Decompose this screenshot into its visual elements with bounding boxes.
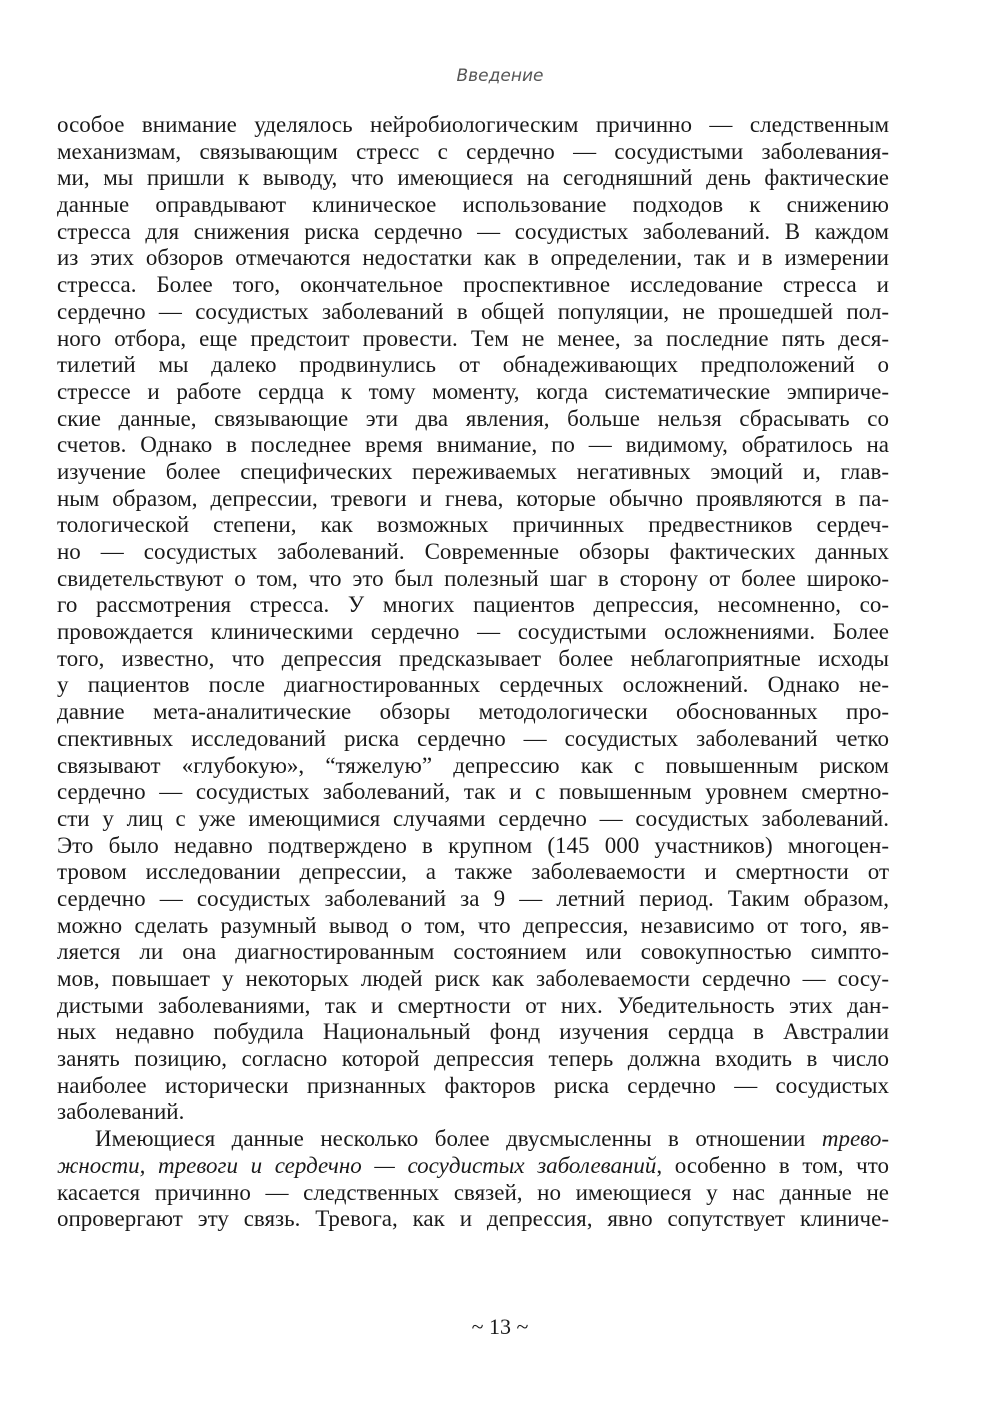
text-line: дистыми заболеваниями, так и смертности от них. Убедительность этих дан- (57, 992, 889, 1018)
text-line: стресса для снижения риска сердечно — сосудистых заболеваний. В каждом (57, 218, 889, 244)
text-line: ми, мы пришли к выводу, что имеющиеся на сегодняшний день фактические (57, 165, 889, 191)
text-line (57, 1153, 889, 1180)
paragraph (57, 1126, 889, 1233)
running-head: Введение (456, 66, 544, 86)
text-line (57, 1126, 889, 1153)
text-line: тилетий мы далеко продвинулись от обнадеживающих предположений о (57, 352, 889, 378)
text-line: провождается клиническими сердечно — сосудистыми осложнениями. Более (57, 619, 889, 645)
text-line: сердечно — сосудистых заболеваний за 9 — летний период. Таким образом, (57, 885, 889, 911)
text-line: занять позицию, согласно которой депрессия теперь должна входить в число (57, 1046, 889, 1072)
text-line: у пациентов после диагностированных сердечных осложнений. Однако не- (57, 672, 889, 698)
text-line: свидетельствуют о том, что это был полезный шаг в сторону от более широко- (57, 565, 889, 591)
text-line: стрессе и работе сердца к тому моменту, когда систематические эмпириче- (57, 378, 889, 404)
text-line: механизмам, связывающим стресс с сердечно — сосудистыми заболевания- (57, 138, 889, 164)
text-line: ские данные, связывающие эти два явления, больше нельзя сбрасывать со (57, 405, 889, 431)
text-line: мов, повышает у некоторых людей риск как заболеваемости сердечно — сосу- (57, 966, 889, 991)
text-line: счетов. Однако в последнее время внимание, по — видимому, обратилось на (57, 432, 889, 458)
text-line: сти у лиц с уже имеющимися случаями сердечно — сосудистых заболеваний. (57, 805, 889, 831)
text-line: того, известно, что депрессия предсказывает более неблагоприятные исходы (57, 645, 889, 671)
text-line: из этих обзоров отмечаются недостатки как в определении, так и в измерении (57, 245, 889, 271)
text-run: Имеющиеся данные несколько более двусмысленны в отношении (95, 1126, 822, 1152)
paragraph (57, 112, 889, 1126)
text-line: но — сосудистых заболеваний. Современные обзоры фактических данных (57, 539, 889, 564)
text-line: данные оправдывают клиническое использование подходов к снижению (57, 192, 889, 218)
text-line: ных недавно побудила Национальный фонд изучения сердца в Австралии (57, 1019, 889, 1045)
text-line: ляется ли она диагностированным состоянием или совокупностью симпто- (57, 939, 889, 965)
text-line: ного отбора, еще предстоит провести. Тем не менее, за последние пять деся- (57, 325, 889, 351)
text-line: касается причинно — следственных связей, но имеющиеся у нас данные не (57, 1179, 889, 1205)
text-line: го рассмотрения стресса. У многих пациентов депрессия, несомненно, со- (57, 592, 889, 618)
text-line: сердечно — сосудистых заболеваний в общей популяции, не прошедшей пол- (57, 298, 889, 324)
text-line: изучение более специфических переживаемых негативных эмоций и, глав- (57, 458, 889, 484)
text-line: Это было недавно подтверждено в крупном (145 000 участников) многоцен- (57, 832, 889, 858)
italic-text-run: жности, тревоги и сердечно — сосудистых заболеваний (57, 1152, 657, 1178)
text-line: заболеваний. (57, 1099, 185, 1125)
text-line: можно сделать разумный вывод о том, что депрессия, независимо от того, яв- (57, 912, 889, 938)
page-number: ~ 13 ~ (471, 1314, 529, 1339)
body-text (57, 112, 889, 1233)
text-line: особое внимание уделялось нейробиологическим причинно — следственным (57, 112, 889, 137)
text-line: стресса. Более того, окончательное проспективное исследование стресса и (57, 272, 889, 298)
text-line: опровергают эту связь. Тревога, как и депрессия, явно сопутствует клиниче- (57, 1206, 889, 1232)
text-line: спективных исследований риска сердечно — сосудистых заболеваний четко (57, 725, 889, 751)
italic-text-run: трево- (821, 1126, 889, 1152)
text-line: тологической степени, как возможных причинных предвестников сердеч- (57, 512, 889, 538)
text-line: связывают «глубокую», “тяжелую” депрессию как с повышенным риском (57, 752, 889, 778)
text-line: наиболее исторически признанных факторов риска сердечно — сосудистых (57, 1072, 889, 1098)
text-line: давние мета-аналитические обзоры методологически обоснованных про- (57, 699, 889, 725)
text-run: , особенно в том, что (656, 1152, 889, 1178)
text-line: ным образом, депрессии, тревоги и гнева, которые обычно проявляются в па- (57, 485, 889, 511)
text-line: сердечно — сосудистых заболеваний, так и с повышенным уровнем смертно- (57, 779, 889, 805)
text-line: тровом исследовании депрессии, а также заболеваемости и смертности от (57, 859, 889, 885)
